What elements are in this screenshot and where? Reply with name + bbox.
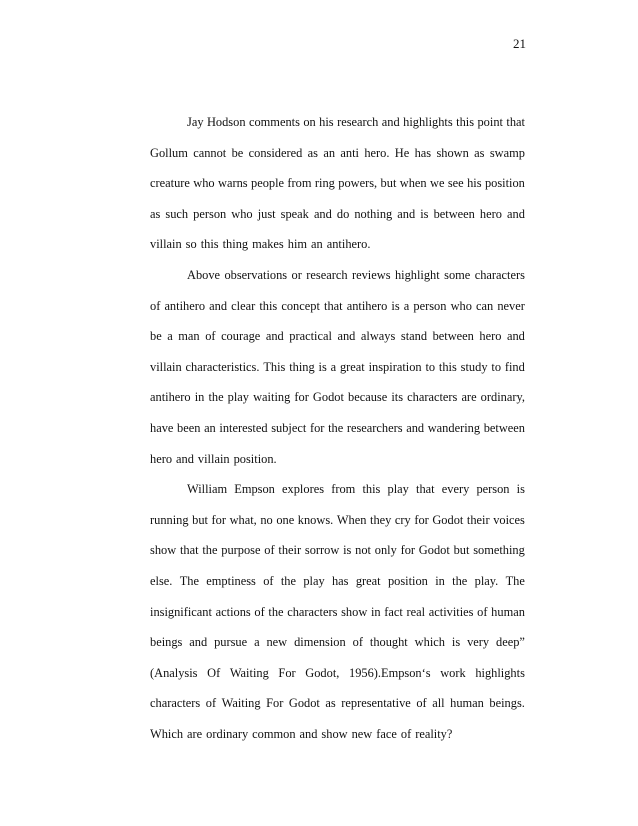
word: fact <box>384 604 403 619</box>
word: their <box>278 543 302 558</box>
word: to <box>491 359 502 374</box>
word: is <box>318 359 327 374</box>
text-line <box>150 328 525 344</box>
word: cannot <box>193 145 227 160</box>
word: that <box>506 115 525 129</box>
word: people <box>251 176 285 191</box>
word: some <box>444 268 471 282</box>
word: is <box>391 298 400 313</box>
word: wandering <box>427 421 481 435</box>
text-line <box>150 359 525 375</box>
word: villain <box>197 451 230 466</box>
word: what, <box>229 512 257 527</box>
word: For <box>278 665 296 680</box>
word: This <box>263 359 286 374</box>
word: reality? <box>415 727 453 741</box>
word: in <box>370 604 381 619</box>
word: anti <box>340 145 359 160</box>
text-line <box>150 726 525 742</box>
word: highlight <box>394 268 440 282</box>
word: thought <box>369 635 408 650</box>
word: their <box>466 512 490 527</box>
word: on <box>303 115 316 129</box>
text-line <box>150 420 525 436</box>
word: do <box>336 206 350 221</box>
word: Godot <box>288 696 320 711</box>
word: point <box>477 115 503 129</box>
word: play <box>303 574 325 588</box>
text-line <box>150 451 525 467</box>
word: the <box>452 574 468 588</box>
word: hero <box>479 329 502 344</box>
word: of <box>400 727 412 741</box>
word: real <box>406 604 426 619</box>
word: activities <box>428 604 474 619</box>
word: such <box>165 206 189 221</box>
word: antihero <box>150 390 191 405</box>
word: one <box>276 512 295 527</box>
word: and <box>397 206 416 221</box>
word: practical <box>289 329 332 344</box>
word: this <box>456 115 475 129</box>
word: but <box>192 512 208 527</box>
word: ring <box>314 176 335 191</box>
word: Godot <box>432 512 464 527</box>
word: this <box>200 237 219 252</box>
word: be <box>231 145 244 160</box>
word: position. <box>233 451 277 466</box>
word: creature <box>150 176 190 191</box>
word: nothing <box>354 206 393 221</box>
word: characters <box>474 268 525 282</box>
word: beings <box>150 635 183 650</box>
word: waiting <box>253 390 291 405</box>
word: observations <box>224 268 288 282</box>
word: the <box>328 421 344 435</box>
word: between <box>432 329 474 344</box>
word: only <box>374 543 397 558</box>
word: of <box>264 543 275 558</box>
word: subject <box>271 421 307 435</box>
word: antihero <box>346 298 388 313</box>
text-line <box>150 695 525 711</box>
word: voices <box>493 512 525 527</box>
word: the <box>208 390 224 405</box>
word: as <box>325 696 336 711</box>
word: and <box>313 206 332 221</box>
word: have <box>150 421 174 435</box>
text-line <box>150 634 525 650</box>
word: to <box>425 359 436 374</box>
word: and <box>507 206 525 221</box>
word: are <box>187 727 203 741</box>
word: characters <box>407 390 458 405</box>
word: something <box>473 543 525 558</box>
word: villain <box>150 359 182 374</box>
word: pursue <box>214 635 248 650</box>
word: never <box>497 298 525 313</box>
word: concept <box>281 298 320 313</box>
word: position <box>484 176 525 191</box>
text-line <box>150 573 525 589</box>
word: 1956).Empson‘s <box>349 665 431 680</box>
text-line <box>187 481 525 497</box>
word: clear <box>231 298 256 313</box>
word: can <box>476 298 494 313</box>
word: so <box>185 237 197 252</box>
word: beings. <box>489 696 525 711</box>
word: but <box>380 176 397 191</box>
word: Which <box>150 727 184 741</box>
word: great <box>355 574 381 588</box>
word: man <box>178 329 200 344</box>
word: new <box>266 635 288 650</box>
word: When <box>336 512 367 527</box>
word: speak <box>280 206 309 221</box>
word: no <box>260 512 273 527</box>
word: its <box>391 390 404 405</box>
word: who <box>450 298 472 313</box>
word: we <box>430 176 445 191</box>
text-line <box>150 389 525 405</box>
word: and <box>299 727 318 741</box>
text-line <box>150 665 525 681</box>
word: see <box>447 176 464 191</box>
word: and <box>337 329 356 344</box>
text-line <box>150 542 525 558</box>
text-line <box>150 236 525 252</box>
word: Godot, <box>305 665 340 680</box>
word: for <box>309 421 325 435</box>
word: deep” <box>496 635 525 650</box>
word: between <box>433 206 475 221</box>
word: swamp <box>489 145 525 160</box>
text-line <box>150 145 525 161</box>
word: hero <box>479 206 502 221</box>
word: interested <box>219 421 268 435</box>
word: comments <box>248 115 300 129</box>
word: for <box>294 390 309 405</box>
word: thing <box>289 359 315 374</box>
word: antihero. <box>326 237 371 252</box>
word: an <box>311 237 323 252</box>
word: face <box>376 727 397 741</box>
word: play <box>227 390 250 405</box>
word: ordinary, <box>480 390 525 405</box>
word: for <box>414 512 429 527</box>
word: reviews <box>351 268 391 282</box>
text-line <box>187 267 525 283</box>
word: of <box>263 574 274 588</box>
word: but <box>453 543 470 558</box>
word: hero <box>150 451 173 466</box>
word: explores <box>282 482 325 497</box>
text-line <box>150 206 525 222</box>
word: cry <box>394 512 411 527</box>
word: Waiting <box>229 665 269 680</box>
word: and <box>506 329 525 344</box>
word: (Analysis <box>150 665 198 680</box>
word: a <box>167 329 173 344</box>
word: show <box>341 604 368 619</box>
text-line <box>150 512 525 528</box>
word: highlights <box>403 115 453 129</box>
word: insignificant <box>150 604 212 619</box>
word: as <box>307 145 318 160</box>
word: The <box>179 574 199 588</box>
word: a <box>254 635 260 650</box>
word: knows. <box>297 512 334 527</box>
word: of <box>352 635 363 650</box>
word: Above <box>187 268 221 282</box>
word: and <box>406 421 425 435</box>
word: because <box>348 390 388 405</box>
word: highlights <box>475 665 525 680</box>
word: from <box>331 482 356 497</box>
word: and <box>265 329 284 344</box>
word: as <box>150 206 161 221</box>
word: William <box>187 482 228 497</box>
word: every <box>441 482 470 497</box>
word: or <box>291 268 302 282</box>
word: and <box>176 451 194 466</box>
word: in <box>194 390 205 405</box>
word: of <box>254 604 265 619</box>
word: The <box>505 574 525 588</box>
word: his <box>319 115 334 129</box>
word: person <box>193 206 227 221</box>
word: been <box>177 421 201 435</box>
word: just <box>257 206 276 221</box>
word: find <box>504 359 525 374</box>
word: Jay <box>187 115 204 129</box>
word: inspiration <box>368 359 422 374</box>
word: considered <box>248 145 303 160</box>
word: is <box>516 482 525 497</box>
word: a <box>330 359 337 374</box>
word: representative <box>341 696 411 711</box>
word: purpose <box>221 543 261 558</box>
word: and <box>189 635 208 650</box>
word: not <box>355 543 371 558</box>
word: is <box>451 635 461 650</box>
word: and <box>209 298 228 313</box>
word: and <box>381 115 400 129</box>
word: all <box>432 696 445 711</box>
word: of <box>416 696 427 711</box>
word: as <box>474 145 485 160</box>
word: play <box>387 482 409 497</box>
word: research <box>306 268 348 282</box>
word: they <box>370 512 392 527</box>
word: Hodson <box>206 115 246 129</box>
word: person <box>413 298 447 313</box>
word: antihero <box>164 298 206 313</box>
word: for <box>211 512 226 527</box>
word: shown <box>436 145 469 160</box>
word: sorrow <box>304 543 340 558</box>
word: this <box>438 359 457 374</box>
word: of <box>477 604 488 619</box>
word: between <box>483 421 525 435</box>
word: of <box>205 329 216 344</box>
word: the <box>202 543 218 558</box>
text-line <box>187 114 525 130</box>
word: new <box>351 727 373 741</box>
word: play. <box>474 574 499 588</box>
word: are <box>461 390 477 405</box>
word: stand <box>400 329 428 344</box>
word: show <box>150 543 177 558</box>
word: which <box>414 635 445 650</box>
word: this <box>362 482 381 497</box>
word: that <box>416 482 435 497</box>
word: position <box>387 574 428 588</box>
word: work <box>440 665 466 680</box>
word: that <box>324 298 343 313</box>
text-line <box>150 298 525 314</box>
word: this <box>259 298 278 313</box>
word: actions <box>215 604 251 619</box>
word: that <box>179 543 199 558</box>
word: his <box>467 176 482 191</box>
word: from <box>287 176 312 191</box>
word: of <box>150 298 161 313</box>
word: a <box>403 298 410 313</box>
word: makes <box>252 237 284 252</box>
word: in <box>435 574 445 588</box>
word: Gollum <box>150 145 188 160</box>
word: courage <box>221 329 261 344</box>
word: Godot <box>418 543 450 558</box>
word: of <box>205 696 217 711</box>
word: Godot <box>312 390 344 405</box>
word: him <box>287 237 308 252</box>
word: is <box>420 206 429 221</box>
word: villain <box>150 237 182 252</box>
word: For <box>266 696 284 711</box>
word: human <box>491 604 525 619</box>
word: Of <box>207 665 221 680</box>
word: when <box>399 176 427 191</box>
word: who <box>231 206 253 221</box>
word: the <box>268 604 284 619</box>
word: who <box>193 176 215 191</box>
word: emptiness <box>206 574 256 588</box>
word: human <box>450 696 484 711</box>
word: researchers <box>346 421 403 435</box>
word: show <box>321 727 348 741</box>
word: characteristics. <box>185 359 260 374</box>
word: great <box>339 359 365 374</box>
word: be <box>150 329 162 344</box>
word: warns <box>218 176 248 191</box>
page-number: 21 <box>513 36 526 51</box>
word: is <box>343 543 352 558</box>
word: has <box>414 145 432 160</box>
word: ordinary <box>206 727 249 741</box>
word: hero. <box>364 145 390 160</box>
word: for <box>400 543 416 558</box>
word: person <box>476 482 510 497</box>
word: He <box>394 145 410 160</box>
word: running <box>150 512 189 527</box>
word: the <box>280 574 296 588</box>
word: characters <box>287 604 338 619</box>
word: has <box>331 574 349 588</box>
word: common <box>252 727 296 741</box>
word: research <box>337 115 379 129</box>
word: else. <box>150 574 173 588</box>
word: study <box>460 359 488 374</box>
word: Empson <box>234 482 275 497</box>
word: always <box>360 329 396 344</box>
word: powers, <box>338 176 378 191</box>
word: an <box>323 145 336 160</box>
text-line <box>150 604 525 620</box>
word: Waiting <box>221 696 261 711</box>
word: characters <box>150 696 201 711</box>
word: dimension <box>294 635 346 650</box>
text-line <box>150 175 525 191</box>
word: an <box>204 421 216 435</box>
word: very <box>467 635 490 650</box>
word: thing <box>222 237 249 252</box>
